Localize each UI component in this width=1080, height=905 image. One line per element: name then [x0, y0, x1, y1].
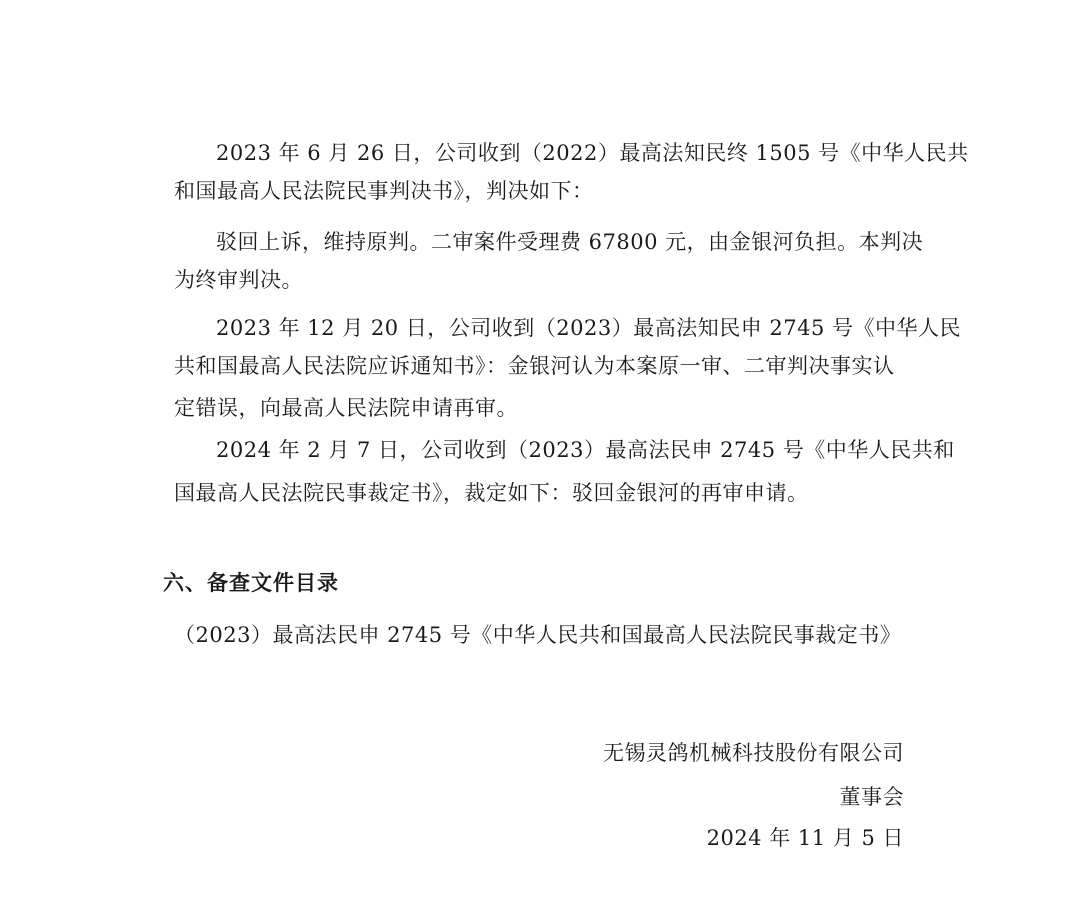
paragraph-4-line-1: 2024 年 2 月 7 日，公司收到（2023）最高法民申 2745 号《中华人民共和: [216, 438, 955, 462]
signature-company: 无锡灵鸽机械科技股份有限公司: [603, 741, 904, 765]
paragraph-2-line-2: 为终审判决。: [174, 268, 303, 292]
section-heading: 六、备查文件目录: [163, 571, 339, 595]
paragraph-4-line-2: 国最高人民法院民事裁定书》，裁定如下：驳回金银河的再审申请。: [174, 481, 809, 505]
signature-date: 2024 年 11 月 5 日: [706, 826, 904, 850]
paragraph-3-line-2: 共和国最高人民法院应诉通知书》：金银河认为本案原一审、二审判决事实认: [174, 354, 895, 378]
paragraph-1-line-1: 2023 年 6 月 26 日，公司收到（2022）最高法知民终 1505 号《中华人民共: [216, 141, 969, 165]
reference-document-item: （2023）最高法民申 2745 号《中华人民共和国最高人民法院民事裁定书》: [174, 623, 902, 647]
signature-board: 董事会: [839, 785, 904, 809]
paragraph-1-line-2: 和国最高人民法院民事判决书》，判决如下：: [174, 179, 594, 203]
paragraph-2-line-1: 驳回上诉，维持原判。二审案件受理费 67800 元，由金银河负担。本判决: [216, 230, 924, 254]
paragraph-3-line-1: 2023 年 12 月 20 日，公司收到（2023）最高法知民申 2745 号《中华人民: [216, 316, 961, 340]
paragraph-3-line-3: 定错误，向最高人民法院申请再审。: [174, 396, 518, 420]
